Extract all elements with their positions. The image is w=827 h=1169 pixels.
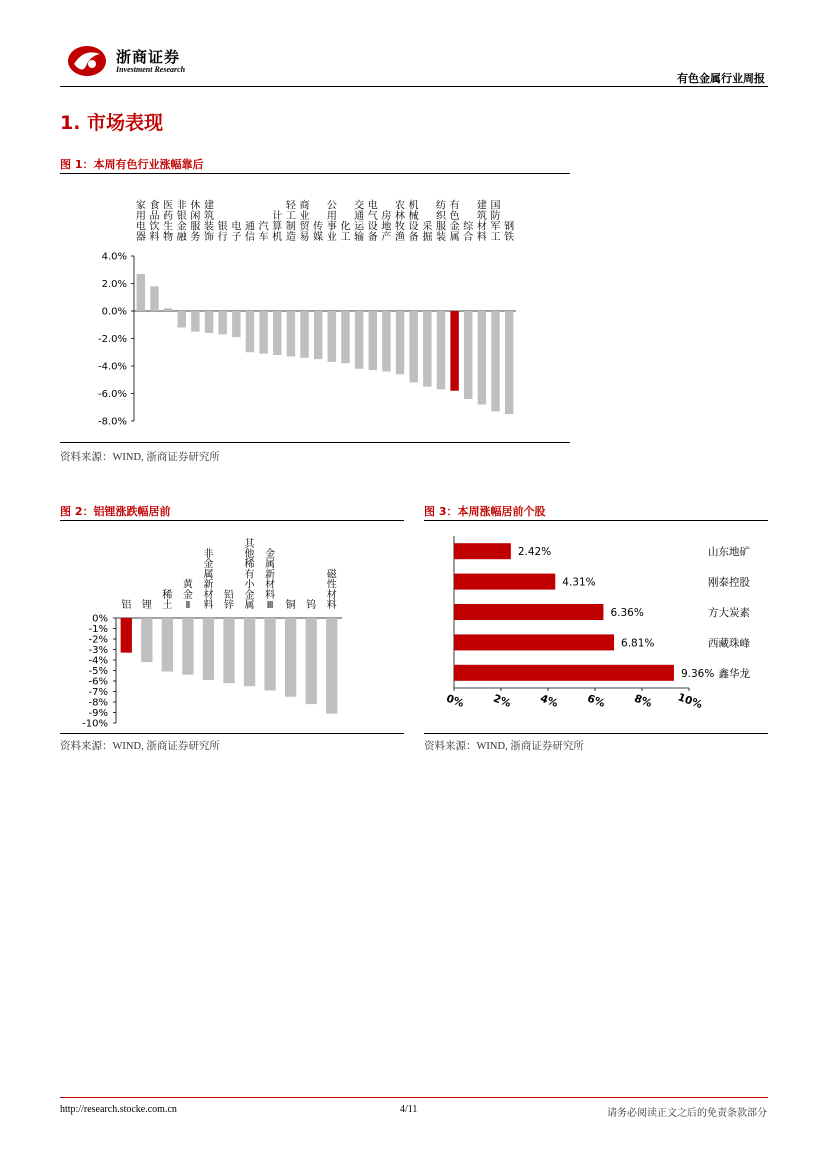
bar <box>423 311 431 387</box>
category-label: 锂 <box>141 600 152 611</box>
y-tick-label: -9% <box>88 708 108 719</box>
data-label: 2.42% <box>517 546 552 559</box>
category-label: 其他稀有小金属 <box>244 538 255 611</box>
logo-subtext: Investment Research <box>116 65 186 74</box>
y-tick-label: -5% <box>88 666 108 677</box>
x-tick-label: 2% <box>491 692 513 710</box>
category-label: 电子 <box>231 221 242 243</box>
x-tick-label: 8% <box>632 692 654 710</box>
x-tick-label: 4% <box>538 692 560 710</box>
category-label: 采掘 <box>422 221 433 243</box>
category-label: 交通运输 <box>354 200 365 243</box>
y-tick-label: 0% <box>92 613 108 625</box>
bar <box>232 311 240 337</box>
y-tick-label: -7% <box>88 687 108 698</box>
y-tick-label: -2% <box>88 634 108 646</box>
category-label: 刚泰控股 <box>708 576 750 589</box>
y-tick-label: -3% <box>88 645 108 656</box>
bar <box>162 618 173 672</box>
category-label: 建筑材料 <box>476 200 487 243</box>
figure-1-top-rule <box>60 173 570 174</box>
bar <box>264 618 275 690</box>
category-label: 传媒 <box>313 221 324 243</box>
y-tick-label: -6.0% <box>97 389 127 400</box>
category-label: 轻工制造 <box>285 200 296 243</box>
y-tick-label: -4.0% <box>97 361 127 373</box>
bar <box>300 311 308 358</box>
bar <box>505 311 513 414</box>
figure-3-chart <box>424 522 768 732</box>
data-label: 4.31% <box>562 576 596 589</box>
category-label: 房地产 <box>381 211 392 243</box>
bar <box>382 311 390 372</box>
x-tick-label: 10% <box>676 691 704 712</box>
bar <box>454 665 674 681</box>
category-label: 医药生物 <box>163 200 174 243</box>
category-label: 机械设备 <box>408 200 419 243</box>
category-label: 方大炭素 <box>708 607 750 619</box>
category-label: 山东地矿 <box>708 546 750 559</box>
x-tick-label: 6% <box>585 692 607 710</box>
category-label: 有色金属 <box>449 200 460 243</box>
category-label: 非银金融 <box>176 200 187 243</box>
category-label: 铝 <box>121 600 132 611</box>
category-label: 纺织服装 <box>435 200 446 243</box>
bar <box>328 311 336 362</box>
category-label: 化工 <box>340 221 351 243</box>
bar <box>314 311 322 359</box>
bar <box>244 618 255 686</box>
bar <box>273 311 281 355</box>
bar <box>454 634 614 650</box>
bar <box>454 574 555 590</box>
data-label: 9.36% <box>680 667 715 680</box>
bar <box>246 311 254 352</box>
category-label: 通信 <box>244 221 255 243</box>
figure-3-title: 图 3：本周涨幅居前个股 <box>424 505 546 518</box>
footer-divider <box>60 1097 768 1098</box>
figure-2-source: 资料来源：WIND, 浙商证券研究所 <box>60 741 220 752</box>
bar <box>141 618 152 662</box>
figure-1-chart <box>60 176 570 438</box>
category-label: 家用电器 <box>135 200 146 243</box>
category-label: 公用事业 <box>326 200 337 243</box>
bar <box>164 308 172 311</box>
bar <box>454 543 511 559</box>
data-label: 6.36% <box>610 607 644 619</box>
bar <box>287 311 295 356</box>
category-label: 黄金 Ⅱ <box>182 579 193 611</box>
y-tick-label: -4% <box>88 655 108 667</box>
bar <box>218 311 226 334</box>
bar <box>355 311 363 369</box>
figure-3-source: 资料来源：WIND, 浙商证券研究所 <box>424 741 584 752</box>
bar <box>491 311 499 411</box>
footer-url[interactable]: http://research.stocke.com.cn <box>60 1104 177 1115</box>
y-tick-label: -2.0% <box>97 334 127 345</box>
bar <box>121 618 132 653</box>
figure-1-source: 资料来源：WIND, 浙商证券研究所 <box>60 452 220 463</box>
footer-disclaimer: 请务必阅读正文之后的免责条款部分 <box>607 1108 767 1119</box>
category-label: 铜 <box>285 600 296 611</box>
logo-icon <box>66 44 108 78</box>
figure-1-title: 图 1：本周有色行业涨幅靠后 <box>60 158 204 171</box>
bar <box>285 618 296 697</box>
y-tick-label: -6% <box>88 676 108 688</box>
category-label: 银行 <box>217 221 228 243</box>
bar <box>205 311 213 333</box>
data-label: 6.81% <box>621 637 655 650</box>
category-label: 农林牧渔 <box>395 200 406 243</box>
bar <box>464 311 472 399</box>
category-label: 钢铁 <box>504 221 515 243</box>
y-tick-label: 0.0% <box>101 306 127 318</box>
category-label: 金属新材料 Ⅲ <box>265 549 276 611</box>
bar <box>396 311 404 374</box>
category-label: 综合 <box>463 221 474 243</box>
bar <box>454 604 603 620</box>
category-label: 电气设备 <box>367 200 378 243</box>
x-tick-label: 0% <box>444 692 466 710</box>
category-label: 稀土 <box>162 589 173 611</box>
bar <box>259 311 267 354</box>
logo-text: 浙商证券 <box>116 48 181 66</box>
header-divider <box>60 86 768 87</box>
category-label: 商业贸易 <box>299 200 310 243</box>
category-label: 非金属新材料 <box>203 549 214 611</box>
bar <box>178 311 186 328</box>
bar <box>326 618 337 714</box>
category-label: 国防军工 <box>490 200 501 243</box>
category-label: 计算机 <box>272 211 283 243</box>
y-tick-label: 4.0% <box>101 251 127 263</box>
figure-2-chart <box>60 522 404 732</box>
category-label: 磁性材料 <box>326 569 337 611</box>
page-number: 4/11 <box>400 1104 418 1115</box>
bar <box>437 311 445 389</box>
y-tick-label: -10% <box>82 718 108 730</box>
category-label: 食品饮料 <box>149 200 160 243</box>
bar <box>409 311 417 383</box>
bar <box>150 286 158 311</box>
bar <box>341 311 349 363</box>
bar <box>306 618 317 704</box>
figure-2-bottom-rule <box>60 733 404 734</box>
section-title: 1. 市场表现 <box>60 112 164 134</box>
bar <box>182 618 193 675</box>
y-tick-label: 2.0% <box>101 279 127 290</box>
bar <box>369 311 377 370</box>
figure-3-bottom-rule <box>424 733 768 734</box>
category-label: 鑫华龙 <box>718 667 750 680</box>
bar <box>223 618 234 683</box>
figure-1-bottom-rule <box>60 442 570 443</box>
category-label: 汽车 <box>258 221 269 243</box>
y-tick-label: -8% <box>88 697 108 709</box>
bar <box>137 274 145 311</box>
category-label: 建筑装饰 <box>204 200 215 243</box>
bar <box>191 311 199 332</box>
report-title: 有色金属行业周报 <box>677 72 765 85</box>
y-tick-label: -8.0% <box>97 416 127 428</box>
category-label: 铅锌 <box>224 589 234 611</box>
category-label: 西藏珠峰 <box>708 637 750 650</box>
figure-3-top-rule <box>424 520 768 521</box>
category-label: 钨 <box>306 600 317 611</box>
bar <box>478 311 486 405</box>
bar <box>450 311 458 391</box>
figure-2-top-rule <box>60 520 404 521</box>
category-label: 休闲服务 <box>190 200 201 243</box>
figure-2-title: 图 2：铝锂涨跌幅居前 <box>60 505 171 518</box>
y-tick-label: -1% <box>88 624 108 635</box>
bar <box>203 618 214 680</box>
